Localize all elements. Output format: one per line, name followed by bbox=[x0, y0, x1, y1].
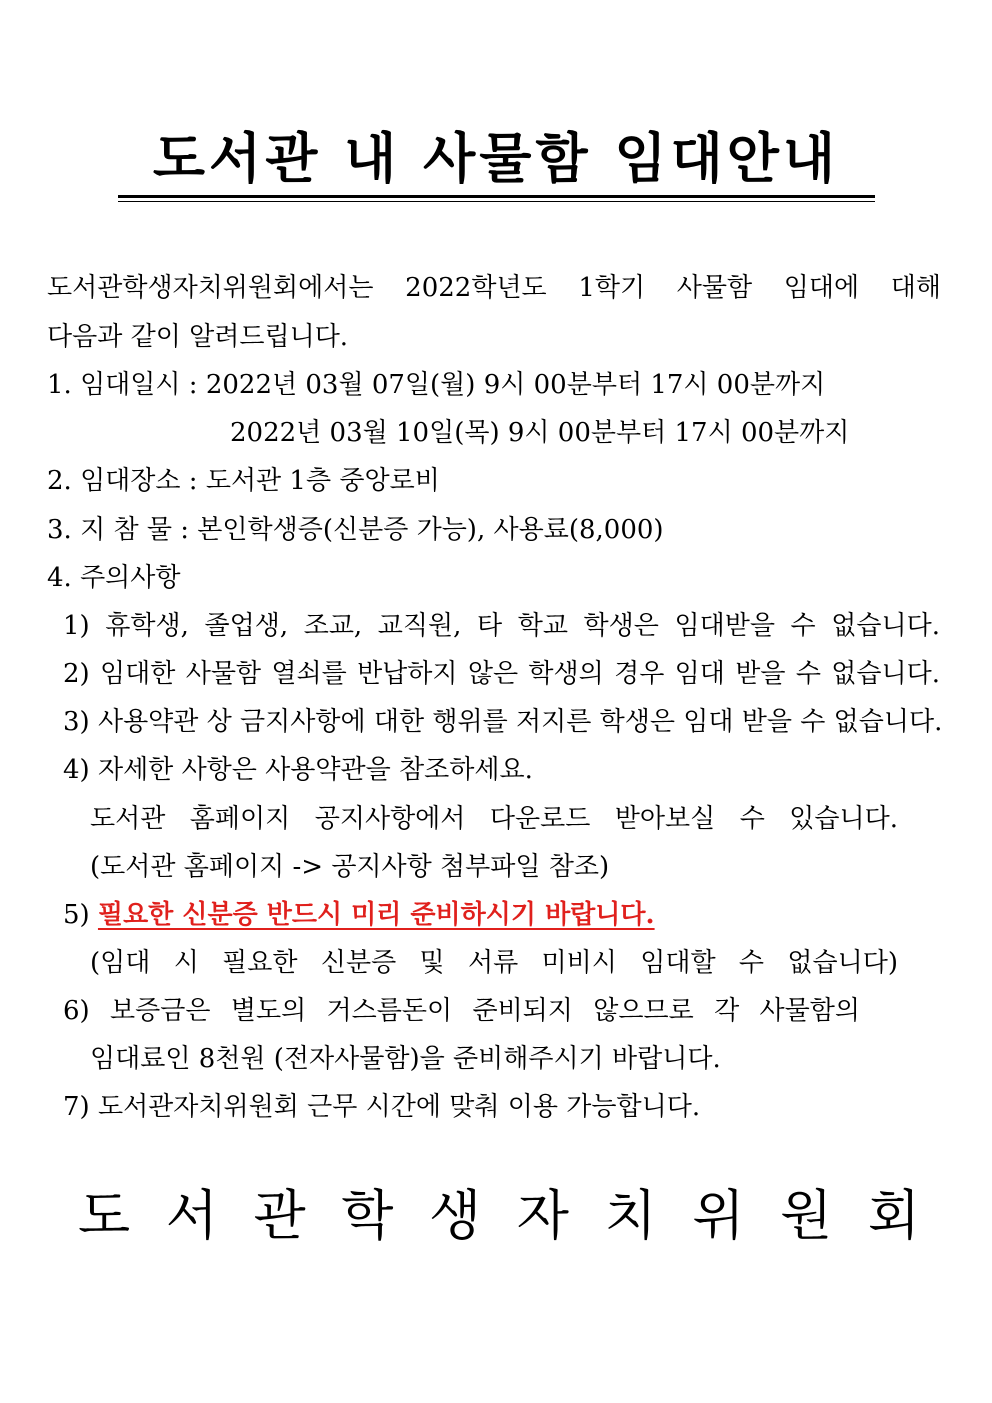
note-5 bbox=[63, 897, 655, 933]
note-4-sub-2: (도서관 홈페이지 -> 공지사항 첨부파일 참조) bbox=[90, 852, 610, 882]
note-6-sub: 임대료인 8천원 (전자사물함)을 준비해주시기 바랍니다. bbox=[90, 1044, 721, 1074]
note-4: 4) 자세한 사항은 사용약관을 참조하세요. bbox=[63, 755, 533, 785]
rental-datetime-item bbox=[47, 367, 825, 403]
rental-datetime-label: 1. 임대일시 : bbox=[47, 370, 198, 400]
issuer-signature: 도 서 관 학 생 자 치 위 원 회 bbox=[78, 1184, 920, 1247]
note-7: 7) 도서관자치위원회 근무 시간에 맞춰 이용 가능합니다. bbox=[63, 1092, 701, 1122]
note-6: 6) 보증금은 별도의 거스름돈이 준비되지 않으므로 각 사물함의 bbox=[63, 996, 860, 1026]
note-5-emphasis: 필요한 신분증 반드시 미리 준비하시기 바랍니다. bbox=[97, 900, 655, 930]
note-5-sub: (임대 시 필요한 신분증 및 서류 미비시 임대할 수 없습니다) bbox=[90, 948, 898, 978]
notes-heading: 4. 주의사항 bbox=[47, 563, 181, 593]
title-underline-thick bbox=[118, 195, 875, 198]
note-4-sub-1: 도서관 홈페이지 공지사항에서 다운로드 받아보실 수 있습니다. bbox=[90, 804, 898, 834]
note-2: 2) 임대한 사물함 열쇠를 반납하지 않은 학생의 경우 임대 받을 수 없습니다. bbox=[63, 659, 940, 689]
bring-items-item: 3. 지 참 물 : 본인학생증(신분증 가능), 사용료(8,000) bbox=[47, 515, 664, 545]
rental-datetime-2: 2022년 03월 10일(목) 9시 00분부터 17시 00분까지 bbox=[230, 418, 850, 448]
intro-line-2: 다음과 같이 알려드립니다. bbox=[47, 322, 349, 352]
page-title: 도서관 내 사물함 임대안내 bbox=[152, 126, 840, 190]
rental-datetime-1: 2022년 03월 07일(월) 9시 00분부터 17시 00분까지 bbox=[205, 370, 826, 400]
rental-place-item: 2. 임대장소 : 도서관 1층 중앙로비 bbox=[47, 466, 440, 496]
note-5-number: 5) bbox=[63, 900, 90, 930]
note-1: 1) 휴학생, 졸업생, 조교, 교직원, 타 학교 학생은 임대받을 수 없습니다. bbox=[63, 611, 940, 641]
title-underline-thin bbox=[118, 201, 875, 202]
note-3: 3) 사용약관 상 금지사항에 대한 행위를 저지른 학생은 임대 받을 수 없습니다. bbox=[63, 707, 943, 737]
intro-line-1: 도서관학생자치위원회에서는 2022학년도 1학기 사물함 임대에 대해 bbox=[47, 273, 941, 303]
